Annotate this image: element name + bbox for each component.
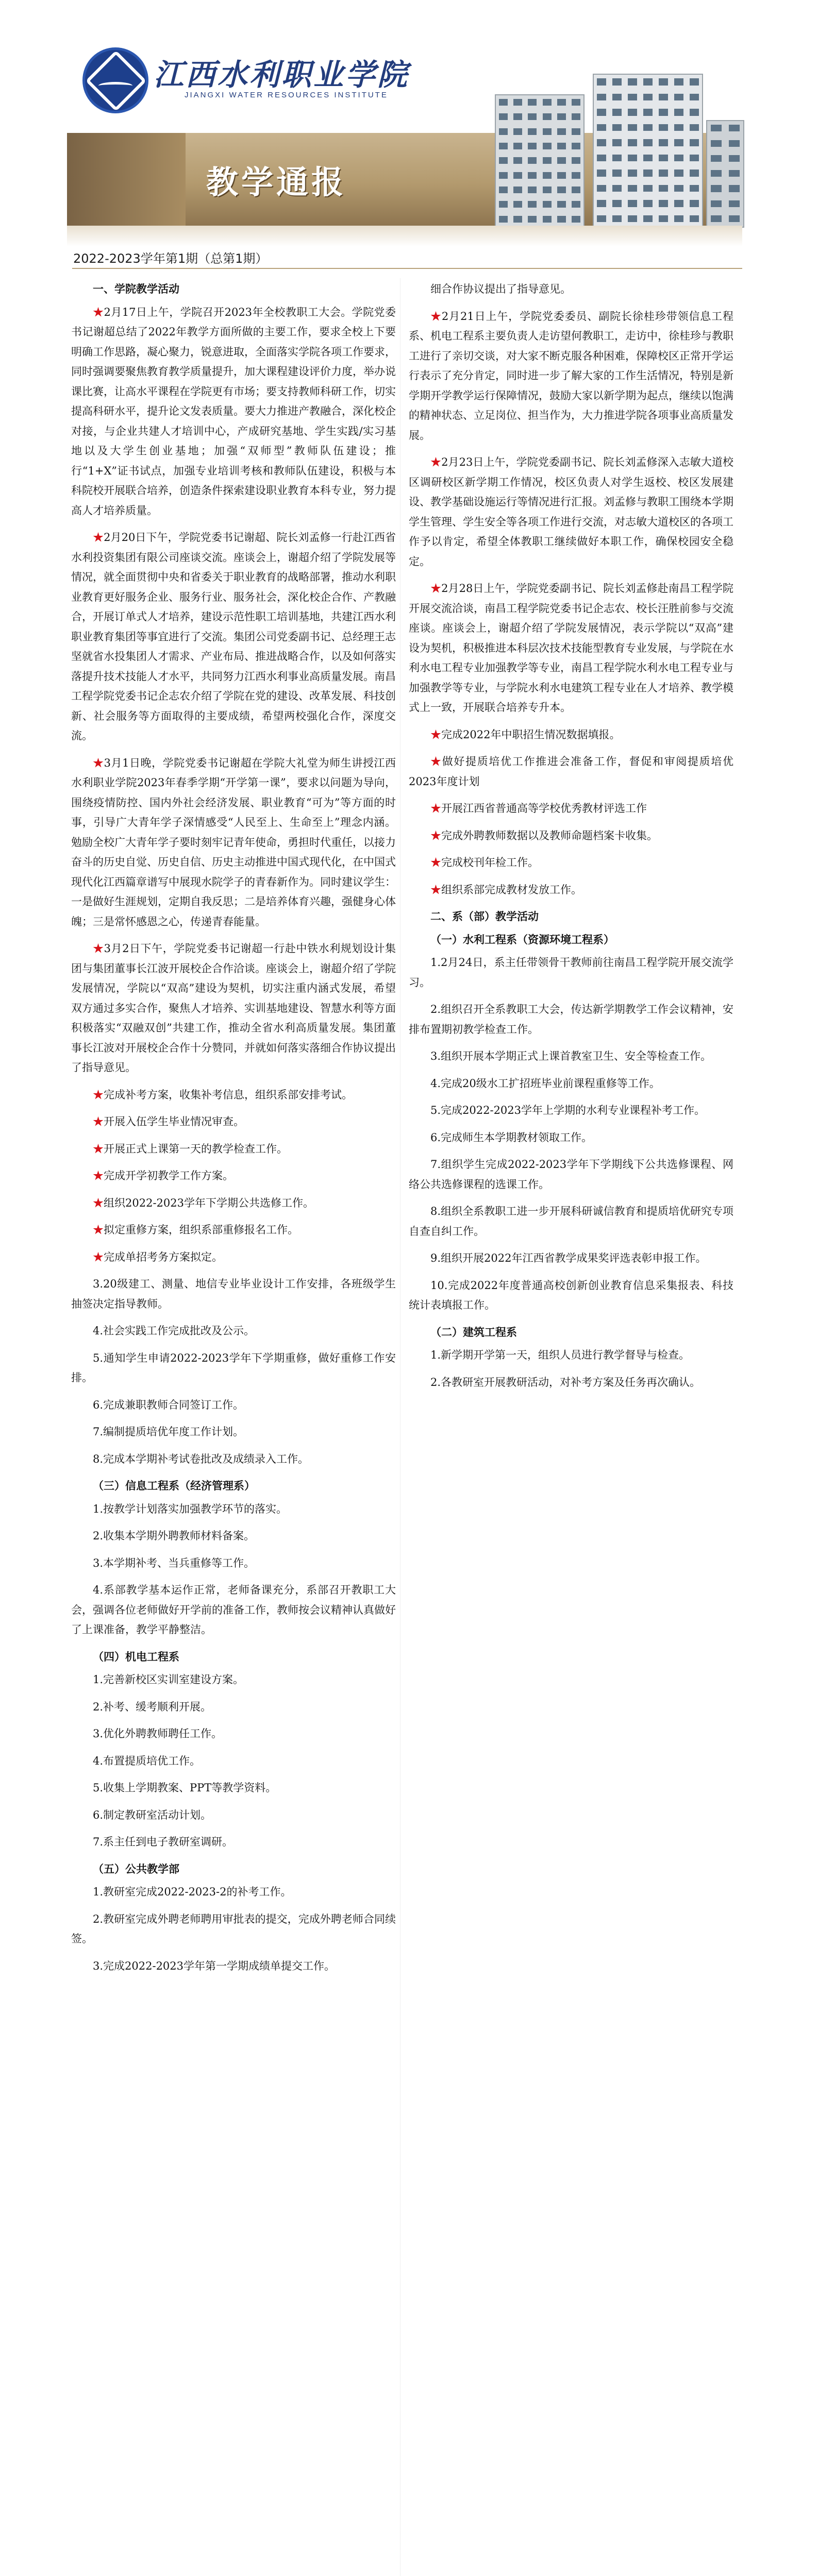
text: 3.20级建工、测量、地信专业毕业设计工作安排，各班级学生抽签决定指导教师。 — [71, 1278, 396, 1310]
paragraph — [409, 1248, 733, 1268]
text: 4.社会实践工作完成批改及公示。 — [93, 1325, 255, 1337]
text: 4.完成20级水工扩招班毕业前课程重修等工作。 — [430, 1077, 660, 1090]
building-window — [543, 187, 552, 193]
starred-item — [71, 528, 396, 746]
paragraph — [409, 1074, 733, 1094]
paragraph — [71, 1724, 396, 1744]
building-window — [643, 94, 653, 100]
building-window — [659, 155, 668, 161]
paragraph — [71, 1321, 396, 1341]
building-window — [528, 99, 537, 106]
text: 3.本学期补考、当兵重修等工作。 — [93, 1556, 255, 1569]
text: 10.完成2022年度普通高校创新创业教育信息采集报表、科技统计表填报工作。 — [409, 1279, 733, 1311]
building-window — [612, 139, 622, 146]
building-window — [572, 216, 580, 223]
text: 1.教研室完成2022-2023-2的补考工作。 — [93, 1886, 292, 1898]
building-window — [499, 99, 508, 106]
building-window — [628, 109, 637, 115]
paragraph — [409, 1046, 733, 1066]
text: 完成开学初教学工作方案。 — [104, 1170, 233, 1182]
starred-item — [409, 752, 733, 791]
text: 做好提质培优工作推进会准备工作，督促和审阅提质培优2023年度计划 — [409, 755, 734, 788]
building-window — [557, 113, 566, 120]
building-window — [597, 94, 606, 100]
building-window — [659, 94, 668, 100]
building-window — [557, 99, 566, 106]
star-bullet-icon — [93, 531, 104, 544]
text: 1.新学期开学第一天，组织人员进行教学督导与检查。 — [430, 1349, 690, 1361]
building-window — [499, 216, 508, 223]
building-window — [659, 185, 668, 192]
building-window — [557, 201, 566, 208]
building-window — [513, 113, 522, 120]
building-window — [659, 215, 668, 222]
subsection-heading — [409, 930, 733, 950]
starred-item — [71, 1139, 396, 1159]
left-column — [71, 279, 396, 1983]
building-window — [628, 215, 637, 222]
text: 2.补考、缓考顺利开展。 — [93, 1700, 212, 1713]
building-window — [543, 99, 552, 106]
text: 2.收集本学期外聘教师材料备案。 — [93, 1530, 255, 1542]
issue-number: 2022-2023学年第1期（总第1期） — [73, 251, 268, 266]
text: 2.教研室完成外聘老师聘用审批表的提交，完成外聘老师合同续签。 — [71, 1912, 396, 1945]
paragraph — [409, 1128, 733, 1148]
building-window — [612, 155, 622, 161]
text: 完成补考方案，收集补考信息，组织系部安排考试。 — [104, 1088, 353, 1101]
paragraph — [71, 1670, 396, 1690]
star-bullet-icon — [430, 728, 441, 741]
starred-item — [409, 826, 733, 846]
header-divider — [72, 268, 742, 269]
paragraph — [71, 1909, 396, 1949]
building-window — [513, 99, 522, 106]
building-window — [612, 109, 622, 115]
building-window — [711, 200, 722, 207]
school-name-en: JIANGXI WATER RESOURCES INSTITUTE — [185, 91, 388, 99]
school-logo-icon — [82, 47, 148, 113]
building-window — [543, 128, 552, 135]
star-bullet-icon — [93, 1089, 104, 1101]
building-window — [597, 155, 606, 161]
building-window — [690, 170, 699, 176]
star-bullet-icon — [93, 306, 104, 318]
text: 7.编制提质培优年度工作计划。 — [93, 1426, 244, 1438]
building-window — [612, 215, 622, 222]
paragraph — [71, 1499, 396, 1519]
starred-item — [71, 939, 396, 1078]
text: 开展江西省普通高等学校优秀教材评选工作 — [441, 802, 647, 815]
building-window — [659, 109, 668, 115]
star-bullet-icon — [430, 856, 441, 869]
building-window — [628, 170, 637, 176]
starred-item — [409, 853, 733, 873]
text: 4.布置提质培优工作。 — [93, 1754, 201, 1767]
star-bullet-icon — [93, 1197, 104, 1209]
building-window — [659, 170, 668, 176]
star-bullet-icon — [430, 456, 441, 468]
star-bullet-icon — [93, 1251, 104, 1263]
text: 7.组织学生完成2022-2023学年下学期线下公共选修课程、网络公共选修课程的选课工作。 — [409, 1158, 733, 1191]
building-window — [543, 113, 552, 120]
building-window — [729, 185, 740, 192]
building-window — [499, 157, 508, 164]
text: 一、学院教学活动 — [93, 282, 179, 295]
building-window — [513, 216, 522, 223]
paragraph — [409, 953, 733, 992]
building-window — [674, 215, 683, 222]
text: （一）水利工程系（资源环境工程系） — [430, 933, 614, 946]
building-window — [628, 124, 637, 131]
building-window — [597, 200, 606, 207]
paragraph — [71, 1832, 396, 1852]
building-window — [572, 99, 580, 106]
school-name-cn: 江西水利职业学院 — [154, 57, 410, 92]
paragraph — [71, 1697, 396, 1717]
text: 组织2022-2023学年下学期公共选修工作。 — [104, 1196, 314, 1209]
starred-item — [71, 1247, 396, 1267]
starred-item — [409, 725, 733, 745]
paragraph — [409, 1100, 733, 1121]
building-left — [495, 94, 585, 228]
paragraph — [71, 1805, 396, 1825]
text: 2月23日上午，学院党委副书记、院长刘孟修深入志敏大道校区调研校区新学期工作情况，校区负责人对学生返校、校区发展建设、教学基础设施运行等情况进行汇报。刘孟修与教职工围绕本学期学生管理、学生安全等各项工作进行交流，对志敏大道校区的各项工作予以肯定，希望全体教职工继续做好本职工作，确保校园安全稳定。 — [409, 456, 733, 568]
building-window — [528, 187, 537, 193]
text: 2.各教研室开展教研活动，对补考方案及任务再次确认。 — [430, 1376, 701, 1388]
paragraph — [409, 999, 733, 1039]
star-bullet-icon — [430, 755, 442, 768]
text: （三）信息工程系（经济管理系） — [93, 1479, 255, 1492]
building-window — [643, 78, 653, 85]
star-bullet-icon — [93, 1170, 104, 1182]
text: 2月21日上午，学院党委委员、副院长徐桂珍带领信息工程系、机电工程系主要负责人走访望何教职工，走访中，徐桂珍与教职工进行了亲切交谈，对大家不断克服各种困难，保障校区正常开学运行表示了充分肯定，同时进一步了解大家的工作生活情况，特别是新学期开学教学运行保障情况，鼓励大家以新学期为起点，继续以饱满的精神状态、立足岗位、担当作为，大力推进学院各项事业高质量发展。 — [409, 310, 733, 442]
paragraph — [409, 1276, 733, 1315]
campus-building-illustration — [464, 74, 742, 226]
building-window — [499, 172, 508, 179]
star-bullet-icon — [430, 884, 441, 896]
building-window — [557, 157, 566, 164]
text: 组织系部完成教材发放工作。 — [441, 883, 582, 896]
building-window — [543, 157, 552, 164]
subsection-heading — [409, 1323, 733, 1343]
building-window — [597, 78, 606, 85]
building-window — [659, 78, 668, 85]
building-window — [499, 113, 508, 120]
building-window — [572, 143, 580, 149]
text: 2.组织召开全系教职工大会，传达新学期教学工作会议精神，安排布置期初教学检查工作。 — [409, 1003, 733, 1036]
building-window — [572, 128, 580, 135]
building-right — [706, 120, 744, 228]
text: 完成2022年中职招生情况数据填报。 — [441, 728, 621, 741]
building-window — [643, 155, 653, 161]
building-window — [513, 143, 522, 149]
building-window — [674, 185, 683, 192]
building-window — [711, 140, 722, 147]
building-window — [711, 125, 722, 131]
star-bullet-icon — [93, 1143, 104, 1155]
building-window — [643, 170, 653, 176]
starred-item — [409, 452, 733, 571]
building-window — [643, 200, 653, 207]
building-window — [628, 185, 637, 192]
building-window — [572, 157, 580, 164]
star-bullet-icon — [430, 582, 441, 595]
star-bullet-icon — [93, 1115, 104, 1128]
building-window — [628, 94, 637, 100]
star-bullet-icon — [430, 829, 441, 842]
building-window — [528, 201, 537, 208]
text: 2月28日上午，学院党委副书记、院长刘孟修赴南昌工程学院开展交流洽谈，南昌工程学院党委书记企志农、校长汪胜前参与交流座谈。座谈会上，谢超介绍了学院发展情况，表示学院以“双高”建设为契机，积极推进本科层次技术技能型教育专业发展，与学院在水利水电工程专业加强教学等专业，南昌工程学院水利水电工程专业与加强教学等专业，与学院水利水电建筑工程专业在人才培养、教学模式上一致，开展联合培养专升本。 — [409, 582, 733, 714]
building-window — [628, 200, 637, 207]
text: 7.系主任到电子教研室调研。 — [93, 1836, 233, 1848]
building-window — [690, 215, 699, 222]
building-window — [597, 124, 606, 131]
starred-item — [71, 1112, 396, 1132]
paragraph — [71, 1526, 396, 1546]
building-window — [674, 124, 683, 131]
text: 5.完成2022-2023学年上学期的水利专业课程补考工作。 — [430, 1104, 706, 1116]
text: 3.组织开展本学期正式上课首教室卫生、安全等检查工作。 — [430, 1050, 712, 1062]
text: 2月17日上午，学院召开2023年全校教职工大会。学院党委书记谢超总结了2022年教学方面所做的主要工作，要求全校上下要明确工作思路，凝心聚力，锐意进取，全面落实学院各项工作要求，同时强调要聚焦教育教学质量提升，加大课程建设评价力度，举办说课比赛，让高水平课程在学院更有市场；要支持教师科研工作，切实提高科研水平，提升论文发表质量。要大力推进产教融合，深化校企对接，与企业共建人才培训中心，产成研究基地、学生实践/实习基地以及大学生创业基地；加强“双师型”教师队伍建设；推行“1+X”证书试点，加强专业培训考核和教师队伍建设，积极与本科院校开展联合培养，创造条件探索建设职业教育本科专业，努力提高人才培养质量。 — [71, 306, 396, 517]
building-window — [674, 109, 683, 115]
paragraph — [409, 1201, 733, 1241]
building-window — [543, 216, 552, 223]
building-window — [729, 140, 740, 147]
text: 6.完成兼职教师合同签订工作。 — [93, 1398, 244, 1411]
building-window — [572, 187, 580, 193]
text: 开展入伍学生毕业情况审查。 — [104, 1115, 244, 1128]
building-window — [513, 187, 522, 193]
building-window — [659, 139, 668, 146]
starred-item — [71, 302, 396, 521]
text: （二）建筑工程系 — [430, 1325, 517, 1338]
building-window — [690, 94, 699, 100]
building-window — [711, 155, 722, 162]
building-window — [513, 172, 522, 179]
building-window — [597, 215, 606, 222]
building-window — [612, 94, 622, 100]
paragraph — [409, 279, 733, 299]
building-window — [528, 113, 537, 120]
starred-item — [71, 753, 396, 932]
section-heading — [71, 279, 396, 299]
building-window — [597, 170, 606, 176]
banner-decoration — [67, 133, 186, 226]
text: 5.收集上学期教案、PPT等教学资料。 — [93, 1782, 277, 1794]
building-window — [643, 215, 653, 222]
building-window — [513, 157, 522, 164]
building-window — [729, 170, 740, 177]
text: 2月20日下午，学院党委书记谢超、院长刘孟修一行赴江西省水利投资集团有限公司座谈交流。座谈会上，谢超介绍了学院发展等情况，就全面贯彻中央和省委关于职业教育的战略部署，推动水利职业教育更好服务企业、服务行业、服务社会，深化校企合作、产教融合，开展订单式人才培养，建设示范性职工培训基地，共建江西水利职业教育集团等事宜进行了交流。集团公司党委副书记、总经理王志坚就省水投集团人才需求、产业布局、推进战略合作，以及如何落实落提升技术技能人才水平，共同努力江西水利事业高质量发展。南昌工程学院党委书记企志农介绍了学院在党的建设、改革发展、科技创新、社会服务等方面取得的主要成绩，希望两校强化合作，深度交流。 — [71, 531, 396, 742]
building-window — [643, 109, 653, 115]
paragraph — [71, 1956, 396, 1976]
building-window — [659, 200, 668, 207]
paragraph — [71, 1882, 396, 1902]
paragraph — [71, 1422, 396, 1442]
text: 完成外聘教师数据以及教师命题档案卡收集。 — [441, 829, 658, 842]
building-window — [499, 201, 508, 208]
building-window — [628, 78, 637, 85]
building-window — [690, 109, 699, 115]
building-window — [690, 200, 699, 207]
star-bullet-icon — [93, 757, 104, 769]
text: 1.2月24日，系主任带领骨干教师前往南昌工程学院开展交流学习。 — [409, 956, 733, 989]
subsection-heading — [71, 1647, 396, 1667]
text: 5.通知学生申请2022-2023学年下学期重修，做好重修工作安排。 — [71, 1351, 396, 1384]
text: 完成单招考务方案拟定。 — [104, 1250, 223, 1263]
building-window — [543, 172, 552, 179]
building-window — [612, 78, 622, 85]
building-window — [643, 185, 653, 192]
text: （五）公共教学部 — [93, 1862, 179, 1875]
building-window — [543, 143, 552, 149]
starred-item — [71, 1220, 396, 1240]
building-window — [612, 170, 622, 176]
starred-item — [71, 1166, 396, 1186]
building-window — [557, 187, 566, 193]
building-window — [690, 124, 699, 131]
star-bullet-icon — [430, 802, 441, 815]
paragraph — [71, 1348, 396, 1388]
paragraph — [409, 1345, 733, 1365]
building-window — [690, 155, 699, 161]
text: （四）机电工程系 — [93, 1650, 179, 1663]
building-window — [499, 128, 508, 135]
building-window — [628, 139, 637, 146]
text: 6.制定教研室活动计划。 — [93, 1808, 212, 1821]
building-window — [674, 200, 683, 207]
building-window — [513, 201, 522, 208]
text: 9.组织开展2022年江西省教学成果奖评选表彰申报工作。 — [430, 1252, 707, 1264]
text: 完成校刊年检工作。 — [441, 856, 539, 869]
building-window — [528, 128, 537, 135]
section-heading — [409, 907, 733, 927]
building-window — [597, 139, 606, 146]
building-window — [659, 124, 668, 131]
building-window — [612, 200, 622, 207]
building-window — [528, 172, 537, 179]
building-window — [557, 216, 566, 223]
building-window — [690, 185, 699, 192]
building-window — [499, 187, 508, 193]
building-window — [674, 94, 683, 100]
paragraph — [71, 1274, 396, 1314]
text: 8.完成本学期补考试卷批改及成绩录入工作。 — [93, 1452, 309, 1465]
text: 二、系（部）教学活动 — [430, 910, 539, 923]
starred-item — [409, 799, 733, 819]
paragraph — [71, 1395, 396, 1415]
text: 1.按教学计划落实加强教学环节的落实。 — [93, 1502, 288, 1515]
banner-fade — [67, 226, 742, 246]
text: 开展正式上课第一天的教学检查工作。 — [104, 1142, 288, 1155]
building-window — [711, 185, 722, 192]
paragraph — [71, 1553, 396, 1573]
building-window — [729, 200, 740, 207]
building-window — [674, 139, 683, 146]
starred-item — [71, 1085, 396, 1105]
building-window — [711, 170, 722, 177]
building-window — [572, 172, 580, 179]
text: 6.完成师生本学期教材领取工作。 — [430, 1131, 593, 1144]
starred-item — [71, 1193, 396, 1213]
subsection-heading — [71, 1476, 396, 1496]
text: 3月2日下午，学院党委书记谢超一行赴中铁水利规划设计集团与集团董事长江波开展校企合作洽谈。座谈会上，谢超介绍了学院发展情况，学院以“双高”建设为契机，切实注重内涵式发展，希望双方通过多实合作，聚焦人才培养、实训基地建设、智慧水利等方面积极落实“双融双创”共建工作，推动全省水利高质量发展。集团董事长江波对开展校企合作十分赞同，并就如何落实落细合作协议提出了指导意见。 — [71, 942, 396, 1074]
building-window — [528, 216, 537, 223]
building-window — [543, 201, 552, 208]
building-window — [528, 143, 537, 149]
building-window — [690, 78, 699, 85]
text: 细合作协议提出了指导意见。 — [430, 283, 571, 295]
starred-item — [409, 880, 733, 900]
building-window — [528, 157, 537, 164]
right-column — [409, 279, 733, 1399]
subsection-heading — [71, 1859, 396, 1879]
text: 3.优化外聘教师聘任工作。 — [93, 1727, 223, 1740]
paragraph — [71, 1778, 396, 1798]
paragraph — [71, 1751, 396, 1771]
building-window — [557, 143, 566, 149]
star-bullet-icon — [93, 942, 104, 955]
building-window — [513, 128, 522, 135]
text: 8.组织全系教职工进一步开展科研诚信教育和提质培优研究专项自查自纠工作。 — [409, 1205, 733, 1238]
building-window — [690, 139, 699, 146]
text: 拟定重修方案，组织系部重修报名工作。 — [104, 1224, 298, 1236]
starred-item — [409, 579, 733, 718]
title-banner — [67, 133, 742, 226]
star-bullet-icon — [93, 1224, 104, 1236]
building-window — [572, 201, 580, 208]
text: 1.完善新校区实训室建设方案。 — [93, 1673, 244, 1686]
paragraph — [71, 1580, 396, 1640]
text: 3.完成2022-2023学年第一学期成绩单提交工作。 — [93, 1959, 336, 1972]
building-window — [674, 170, 683, 176]
paragraph — [71, 1449, 396, 1469]
building-window — [643, 124, 653, 131]
building-window — [597, 185, 606, 192]
building-window — [572, 113, 580, 120]
building-center — [593, 74, 703, 228]
starred-item — [409, 307, 733, 446]
building-window — [674, 155, 683, 161]
star-bullet-icon — [430, 310, 442, 323]
building-window — [612, 185, 622, 192]
building-window — [499, 143, 508, 149]
building-window — [597, 109, 606, 115]
building-window — [729, 155, 740, 162]
building-window — [643, 139, 653, 146]
text: 3月1日晚，学院党委书记谢超在学院大礼堂为师生讲授江西水利职业学院2023年春季学期“开学第一课”，要求以问题为导向，围绕疫情防控、国内外社会经济发展、职业教育“可为”等方面的时事，引导广大青年学子深情感受“人民至上、生命至上”理念内涵。勉励全校广大青年学子要时刻牢记青年使命，勇担时代重任，以接力奋斗的历史自觉、历史自信、历史主动推进中国式现代化，在中国式现代化江西篇章谱写中展现水院学子的青春新作为。同时建议学生：一是做好生涯规划，定期自我反思；二是培养体育兴趣，强健身心体魄；三是常怀感恩之心，传递青春能量。 — [71, 756, 396, 928]
building-window — [729, 125, 740, 131]
building-window — [557, 128, 566, 135]
text: 4.系部教学基本运作正常，老师备课充分，系部召开教职工大会，强调各位老师做好开学前的准备工作，教师按会议精神认真做好了上课准备，教学平静整洁。 — [71, 1584, 396, 1636]
building-window — [612, 124, 622, 131]
paragraph — [409, 1372, 733, 1393]
paragraph — [409, 1155, 733, 1194]
building-window — [729, 215, 740, 222]
building-window — [711, 215, 722, 222]
building-window — [557, 172, 566, 179]
building-window — [674, 78, 683, 85]
newsletter-title: 教学通报 — [206, 163, 347, 201]
building-window — [628, 155, 637, 161]
